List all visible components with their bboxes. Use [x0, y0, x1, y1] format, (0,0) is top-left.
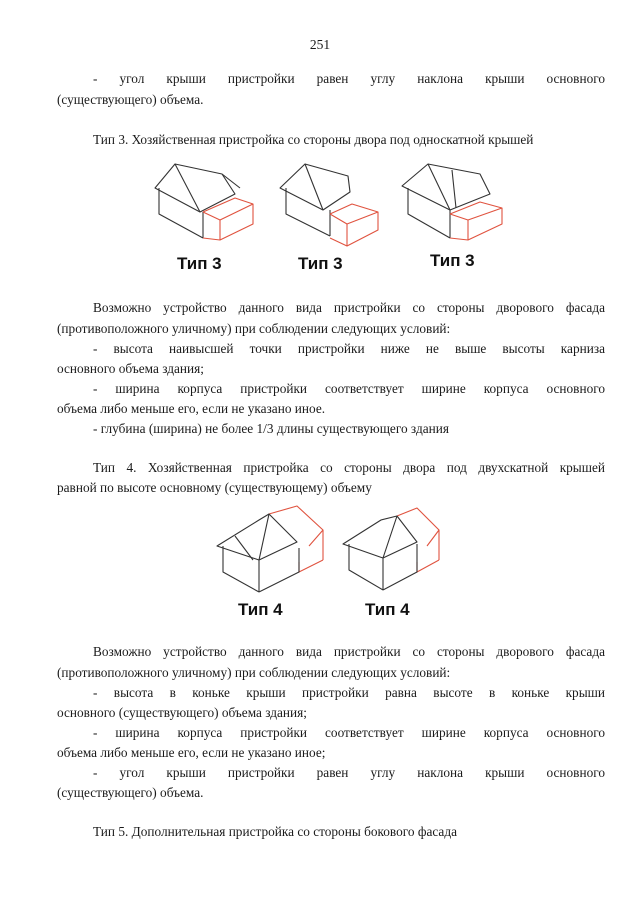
para2-line-7: - глубина (ширина) не более 1/3 длины существующего здания [93, 421, 449, 436]
para1-line-2: (существующего) объема. [57, 92, 204, 107]
type4-label-1: Тип 4 [238, 600, 283, 619]
para3-line-8: (существующего) объема. [57, 785, 204, 800]
type4-house-1 [217, 506, 323, 592]
para2-line-4: основного объема здания; [57, 361, 204, 376]
para1-line-1: - угол крыши пристройки равен углу наклона крыши основного [93, 71, 605, 86]
para2-line-2: (противоположного уличному) при соблюдении следующих условий: [57, 321, 451, 336]
type4-heading-line-1: Тип 4. Хозяйственная пристройка со стороны двора под двухскатной крышей [93, 460, 605, 475]
page-number: 251 [309, 37, 331, 52]
type4-figure [205, 500, 455, 620]
para2-line-5: - ширина корпуса пристройки соответствует ширине корпуса основного [93, 381, 605, 396]
type4-heading-line-2: равной по высоте основному (существующему) объему [57, 480, 372, 495]
type3-heading: Тип 3. Хозяйственная пристройка со стороны двора под односкатной крышей [93, 132, 534, 147]
para3-line-1: Возможно устройство данного вида пристройки со стороны дворового фасада [93, 644, 605, 659]
para2-line-1: Возможно устройство данного вида пристройки со стороны дворового фасада [93, 300, 605, 315]
para3-line-5: - ширина корпуса пристройки соответствует ширине корпуса основного [93, 725, 605, 740]
type3-label-1: Тип 3 [177, 254, 222, 273]
para2-line-6: объема либо меньше его, если не указано иное. [57, 401, 326, 416]
type3-label-2: Тип 3 [298, 254, 343, 273]
type3-figure [140, 152, 520, 277]
para3-line-2: (противоположного уличному) при соблюдении следующих условий: [57, 665, 451, 680]
type3-house-2 [280, 164, 378, 246]
para3-line-3: - высота в коньке крыши пристройки равна высоте в коньке крыши [93, 685, 605, 700]
type3-label-3: Тип 3 [430, 251, 475, 270]
para3-line-4: основного (существующего) объема здания; [57, 705, 307, 720]
type4-house-2 [343, 508, 439, 590]
type5-heading: Тип 5. Дополнительная пристройка со стороны бокового фасада [93, 824, 458, 839]
type4-label-2: Тип 4 [365, 600, 410, 619]
para3-line-6: объема либо меньше его, если не указано иное; [57, 745, 326, 760]
type3-house-3 [402, 164, 502, 240]
para3-line-7: - угол крыши пристройки равен углу наклона крыши основного [93, 765, 605, 780]
type3-house-1 [155, 164, 253, 240]
para2-line-3: - высота наивысшей точки пристройки ниже не выше высоты карниза [93, 341, 605, 356]
